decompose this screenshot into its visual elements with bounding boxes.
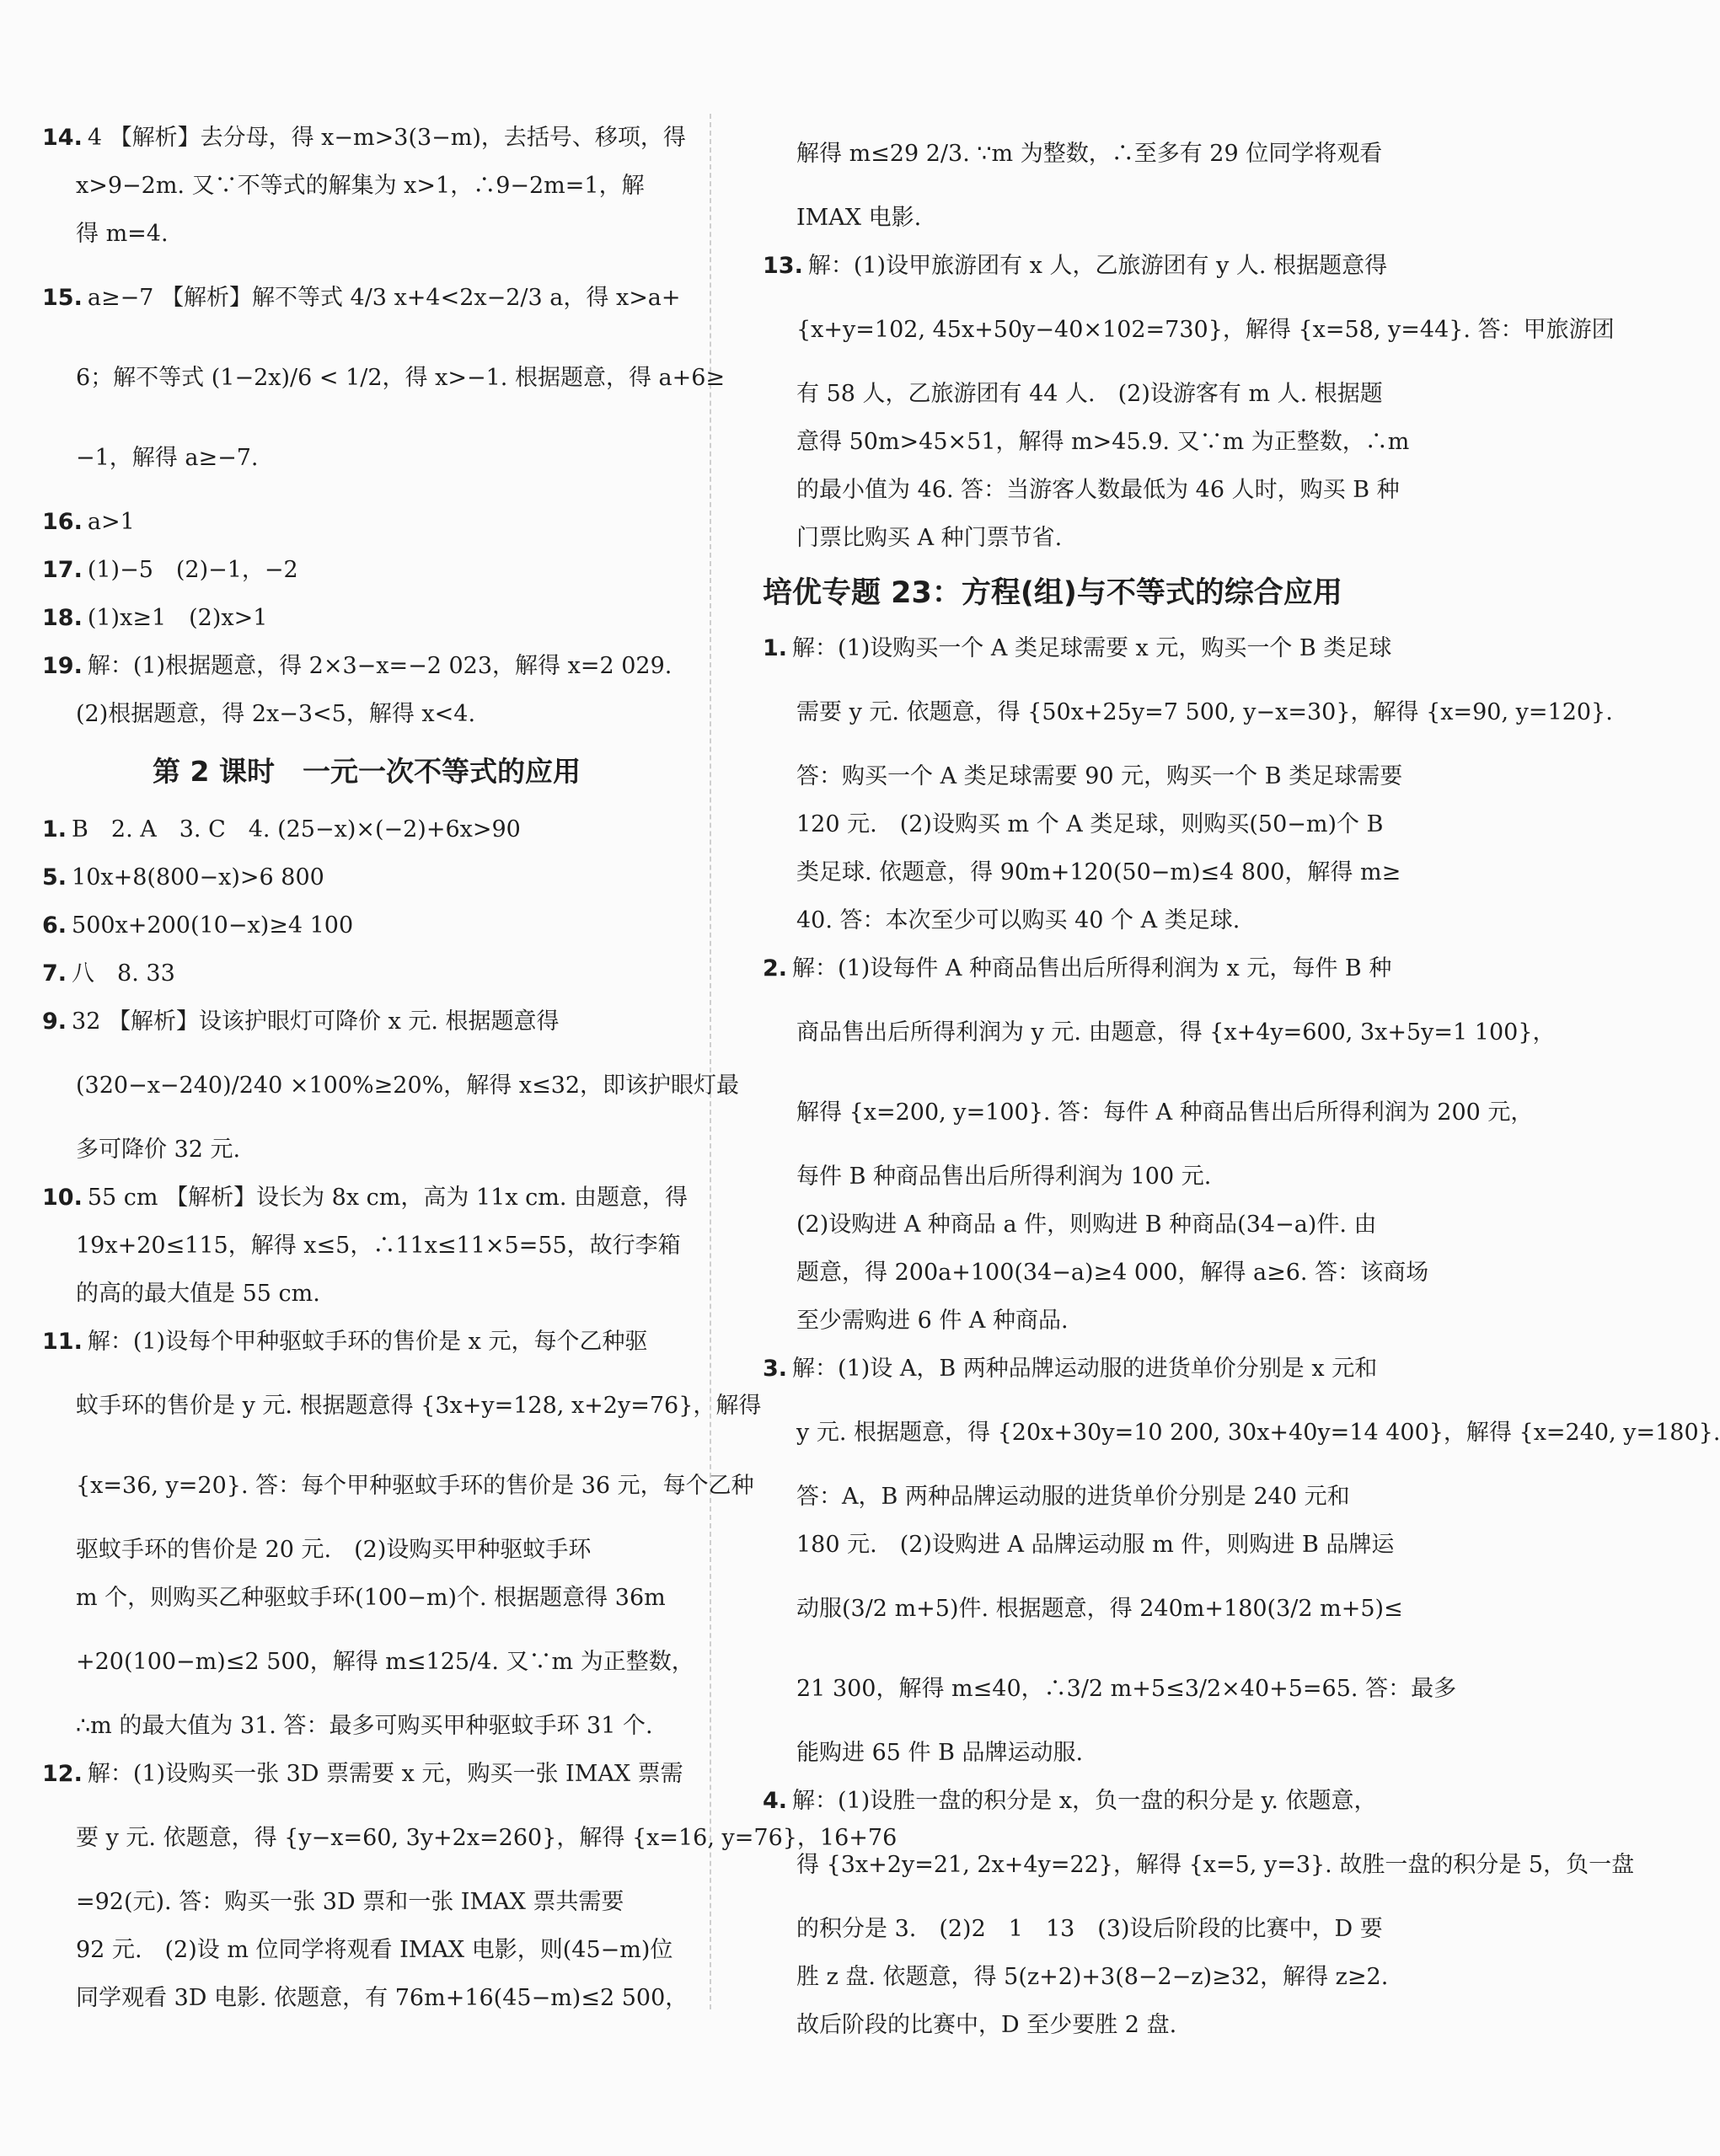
answer-text: (2)根据题意，得 2x−3<5，解得 x<4. — [76, 701, 476, 727]
answer-line — [42, 1270, 691, 1318]
answer-line — [763, 1249, 1429, 1297]
question-number: 11. — [42, 1329, 83, 1355]
answer-line — [42, 338, 726, 418]
answer-line — [763, 242, 1386, 290]
answer-text: 解：(1)设购买一张 3D 票需要 x 元，购买一张 IMAX 票需 — [87, 1761, 683, 1787]
answer-line — [763, 752, 1403, 800]
answer-line — [763, 1777, 1386, 1825]
question-number: 4. — [763, 1788, 788, 1814]
answer-line — [763, 1073, 1534, 1153]
question-number: 7. — [42, 960, 67, 987]
answer-text: 500x+200(10−x)≥4 100 — [72, 912, 354, 939]
question-number: 13. — [763, 253, 803, 279]
answer-text: 同学观看 3D 电影. 依题意，有 76m+16(45−m)≤2 500， — [76, 1985, 689, 2011]
answer-text: 92 元. (2)设 m 位同学将观看 IMAX 电影，则(45−m)位 — [76, 1937, 673, 1963]
question-number: 17. — [42, 557, 83, 583]
answer-text: 驱蚊手环的售价是 20 元. (2)设购买甲种驱蚊手环 — [76, 1537, 592, 1563]
question-number: 2. — [763, 955, 788, 982]
answer-text: 有 58 人，乙旅游团有 44 人. (2)设游客有 m 人. 根据题 — [796, 381, 1383, 407]
answer-text: 解得 {x=200, y=100}. 答：每件 A 种商品售出后所得利润为 200 元， — [796, 1099, 1534, 1126]
question-number: 15. — [42, 285, 83, 311]
answer-text: m 个，则购买乙种驱蚊手环(100−m)个. 根据题意得 36m — [76, 1585, 666, 1611]
answer-line — [763, 1825, 1635, 1905]
answer-line — [42, 1702, 691, 1750]
answer-text: 得 {3x+2y=21, 2x+4y=22}，解得 {x=5, y=3}. 故胜一盘的积分是 5，负一盘 — [796, 1852, 1635, 1878]
answer-line — [763, 992, 1556, 1073]
answer-text: IMAX 电影. — [796, 205, 922, 231]
answer-text: 解：(1)设甲旅游团有 x 人，乙旅游团有 y 人. 根据题意得 — [807, 253, 1388, 279]
answer-line — [763, 1297, 1386, 1345]
question-number: 1. — [763, 635, 788, 661]
answer-line — [42, 546, 691, 594]
answer-text: 的高的最大值是 55 cm. — [76, 1281, 320, 1307]
answer-text: 解：(1)根据题意，得 2×3−x=−2 023，解得 x=2 029. — [87, 653, 672, 679]
answer-text: 能购进 65 件 B 品牌运动服. — [796, 1740, 1084, 1766]
question-number: 19. — [42, 653, 83, 679]
section-title-lesson-2: 第 2 课时 一元一次不等式的应用 — [153, 755, 581, 788]
answer-line — [763, 418, 1410, 466]
answer-line — [42, 690, 691, 738]
answer-line — [42, 1798, 898, 1878]
answer-text: 的最小值为 46. 答：当游客人数最低为 46 人时，购买 B 种 — [796, 477, 1400, 503]
answer-line — [42, 1222, 691, 1270]
answer-text: =92(元). 答：购买一张 3D 票和一张 IMAX 票共需要 — [76, 1889, 624, 1915]
answer-text: 10x+8(800−x)>6 800 — [72, 864, 324, 891]
answer-line — [42, 1750, 691, 1798]
answer-line — [42, 1974, 691, 2022]
answer-line — [763, 370, 1386, 418]
answer-text: (320−x−240)/240 ×100%≥20%，解得 x≤32，即该护眼灯最 — [76, 1073, 740, 1099]
answer-text: 题意，得 200a+100(34−a)≥4 000，解得 a≥6. 答：该商场 — [796, 1260, 1429, 1286]
answer-line — [42, 114, 691, 162]
right-answers-bottom — [763, 624, 1720, 2049]
answer-text: ∴m 的最大值为 31. 答：最多可购买甲种驱蚊手环 31 个. — [76, 1713, 653, 1739]
answer-text: (1)−5 (2)−1，−2 — [87, 557, 298, 583]
answer-line — [42, 1878, 691, 1926]
section-title-special-topic-23: 培优专题 23：方程(组)与不等式的综合应用 — [763, 576, 1342, 610]
answer-line — [763, 1729, 1386, 1777]
answer-text: 要 y 元. 依题意，得 {y−x=60, 3y+2x=260}，解得 {x=16, y=76}，16+76 — [76, 1825, 898, 1851]
answer-line — [763, 624, 1392, 672]
answer-text: 解：(1)设每件 A 种商品售出后所得利润为 x 元，每件 B 种 — [792, 955, 1392, 982]
answer-line — [763, 848, 1401, 896]
answer-line — [763, 1393, 1720, 1473]
answer-text: 55 cm 【解析】设长为 8x cm，高为 11x cm. 由题意，得 — [87, 1185, 689, 1211]
answer-text: 4 【解析】去分母，得 x−m>3(3−m)，去括号、移项，得 — [87, 125, 686, 151]
answer-line — [42, 594, 691, 642]
answer-text: 故后阶段的比赛中，D 至少要胜 2 盘. — [796, 2012, 1177, 2038]
answer-line — [42, 258, 691, 338]
answer-text: 得 m=4. — [76, 221, 169, 247]
right-answers-top — [763, 114, 1615, 562]
answer-text: 解得 m≤29 2/3. ∵m 为整数，∴至多有 29 位同学将观看 — [796, 141, 1383, 167]
answer-text: 解：(1)设购买一个 A 类足球需要 x 元，购买一个 B 类足球 — [792, 635, 1392, 661]
answer-line — [763, 800, 1386, 848]
answer-text: 每件 B 种商品售出后所得利润为 100 元. — [796, 1164, 1212, 1190]
answer-line — [42, 210, 691, 258]
answer-text: a≥−7 【解析】解不等式 4/3 x+4<2x−2/3 a，得 x>a+ — [87, 285, 681, 311]
answer-text: 解：(1)设 A，B 两种品牌运动服的进货单价分别是 x 元和 — [792, 1356, 1378, 1382]
question-number: 18. — [42, 605, 83, 631]
question-number: 3. — [763, 1356, 788, 1382]
answer-line — [42, 1366, 762, 1446]
answer-line — [42, 162, 691, 210]
answer-text: −1，解得 a≥−7. — [76, 445, 259, 471]
answer-line — [763, 896, 1386, 944]
answer-line — [42, 998, 691, 1046]
answer-text: 类足球. 依题意，得 90m+120(50−m)≤4 800，解得 m≥ — [796, 859, 1401, 885]
answer-line — [42, 805, 691, 853]
answer-line — [763, 1345, 1386, 1393]
question-number: 12. — [42, 1761, 83, 1787]
answer-text: 40. 答：本次至少可以购买 40 个 A 类足球. — [796, 907, 1240, 934]
answer-line — [763, 1473, 1386, 1521]
answer-text: {x=36, y=20}. 答：每个甲种驱蚊手环的售价是 36 元，每个乙种 — [76, 1473, 754, 1499]
question-number: 1. — [42, 816, 67, 843]
answer-text: 21 300，解得 m≤40，∴3/2 m+5≤3/2×40+5=65. 答：最多 — [796, 1676, 1457, 1702]
answer-text: 需要 y 元. 依题意，得 {50x+25y=7 500, y−x=30}，解得 {x=90, y=120}. — [796, 699, 1613, 725]
answer-line — [763, 1569, 1403, 1649]
answer-line — [42, 1174, 691, 1222]
answer-text: 解：(1)设每个甲种驱蚊手环的售价是 x 元，每个乙种驱 — [87, 1329, 648, 1355]
question-number: 10. — [42, 1185, 83, 1211]
answer-line — [42, 1126, 691, 1174]
answer-line — [42, 901, 691, 950]
answer-line — [763, 1905, 1386, 1953]
answer-text: 120 元. (2)设购买 m 个 A 类足球，则购买(50−m)个 B — [796, 811, 1384, 837]
answer-line — [42, 1926, 691, 1974]
answer-line — [763, 114, 1386, 194]
answer-line — [763, 1649, 1457, 1729]
answer-text: a>1 — [87, 509, 135, 535]
answer-line — [42, 418, 691, 498]
answer-text: (2)设购进 A 种商品 a 件，则购进 B 种商品(34−a)件. 由 — [796, 1212, 1377, 1238]
answer-text: 蚊手环的售价是 y 元. 根据题意得 {3x+y=128, x+2y=76}，解得 — [76, 1393, 762, 1419]
answer-text: +20(100−m)≤2 500，解得 m≤125/4. 又∵m 为正整数， — [76, 1649, 694, 1675]
answer-text: 动服(3/2 m+5)件. 根据题意，得 240m+180(3/2 m+5)≤ — [796, 1596, 1403, 1622]
answer-line — [763, 514, 1386, 562]
answer-text: {x+y=102, 45x+50y−40×102=730}，解得 {x=58, y=44}. 答：甲旅游团 — [796, 317, 1615, 343]
answer-line — [763, 1953, 1389, 2001]
answer-text: 答：A，B 两种品牌运动服的进货单价分别是 240 元和 — [796, 1484, 1350, 1510]
question-number: 14. — [42, 125, 83, 151]
question-number: 6. — [42, 912, 67, 939]
question-number: 16. — [42, 509, 83, 535]
answer-line — [42, 498, 691, 546]
answer-line — [763, 944, 1392, 992]
answer-line — [42, 1318, 691, 1366]
answer-line — [763, 290, 1615, 370]
answer-line — [42, 1526, 691, 1574]
answer-text: 答：购买一个 A 类足球需要 90 元，购买一个 B 类足球需要 — [796, 763, 1403, 789]
answer-text: 胜 z 盘. 依题意，得 5(z+2)+3(8−2−z)≥32，解得 z≥2. — [796, 1964, 1389, 1990]
answer-text: y 元. 根据题意，得 {20x+30y=10 200, 30x+40y=14 400}，解得 {x=240, y=180}. — [796, 1420, 1720, 1446]
answer-text: x>9−2m. 又∵不等式的解集为 x>1，∴9−2m=1，解 — [76, 173, 645, 199]
answer-text: (1)x≥1 (2)x>1 — [87, 605, 268, 631]
answer-line — [763, 2001, 1386, 2049]
answer-line — [763, 672, 1613, 752]
answer-text: 多可降价 32 元. — [76, 1137, 241, 1163]
answer-line — [42, 642, 691, 690]
answer-line — [42, 853, 691, 901]
answer-line — [763, 466, 1400, 514]
question-number: 9. — [42, 1008, 67, 1035]
answer-line — [42, 1046, 740, 1126]
answer-text: 180 元. (2)设购进 A 品牌运动服 m 件，则购进 B 品牌运 — [796, 1532, 1395, 1558]
question-number: 5. — [42, 864, 67, 891]
answer-line — [42, 1622, 694, 1702]
left-answers-top — [42, 114, 726, 738]
answer-text: 八 8. 33 — [72, 960, 175, 987]
left-answers-bottom — [42, 805, 898, 2022]
answer-line — [763, 1521, 1395, 1569]
answer-text: 意得 50m>45×51，解得 m>45.9. 又∵m 为正整数，∴m — [796, 429, 1410, 455]
answer-line — [763, 194, 1386, 242]
answer-text: 至少需购进 6 件 A 种商品. — [796, 1308, 1069, 1334]
answer-text: 6；解不等式 (1−2x)/6 < 1/2，得 x>−1. 根据题意，得 a+6≥ — [76, 365, 726, 391]
answer-text: 的积分是 3. (2)2 1 13 (3)设后阶段的比赛中，D 要 — [796, 1916, 1383, 1942]
answer-line — [42, 1574, 691, 1622]
answer-line — [42, 950, 691, 998]
answer-text: 32 【解析】设该护眼灯可降价 x 元. 根据题意得 — [72, 1008, 560, 1035]
answer-line — [42, 1446, 754, 1526]
answer-text: 解：(1)设胜一盘的积分是 x，负一盘的积分是 y. 依题意， — [792, 1788, 1377, 1814]
answer-line — [763, 1153, 1386, 1201]
answer-text: 商品售出后所得利润为 y 元. 由题意，得 {x+4y=600, 3x+5y=1 100}， — [796, 1019, 1556, 1046]
answer-text: 门票比购买 A 种门票节省. — [796, 525, 1063, 551]
answer-text: 19x+20≤115，解得 x≤5，∴11x≤11×5=55，故行李箱 — [76, 1233, 681, 1259]
right-column — [763, 114, 1720, 2049]
answer-line — [763, 1201, 1386, 1249]
answer-text: B 2. A 3. C 4. (25−x)×(−2)+6x>90 — [72, 816, 521, 843]
